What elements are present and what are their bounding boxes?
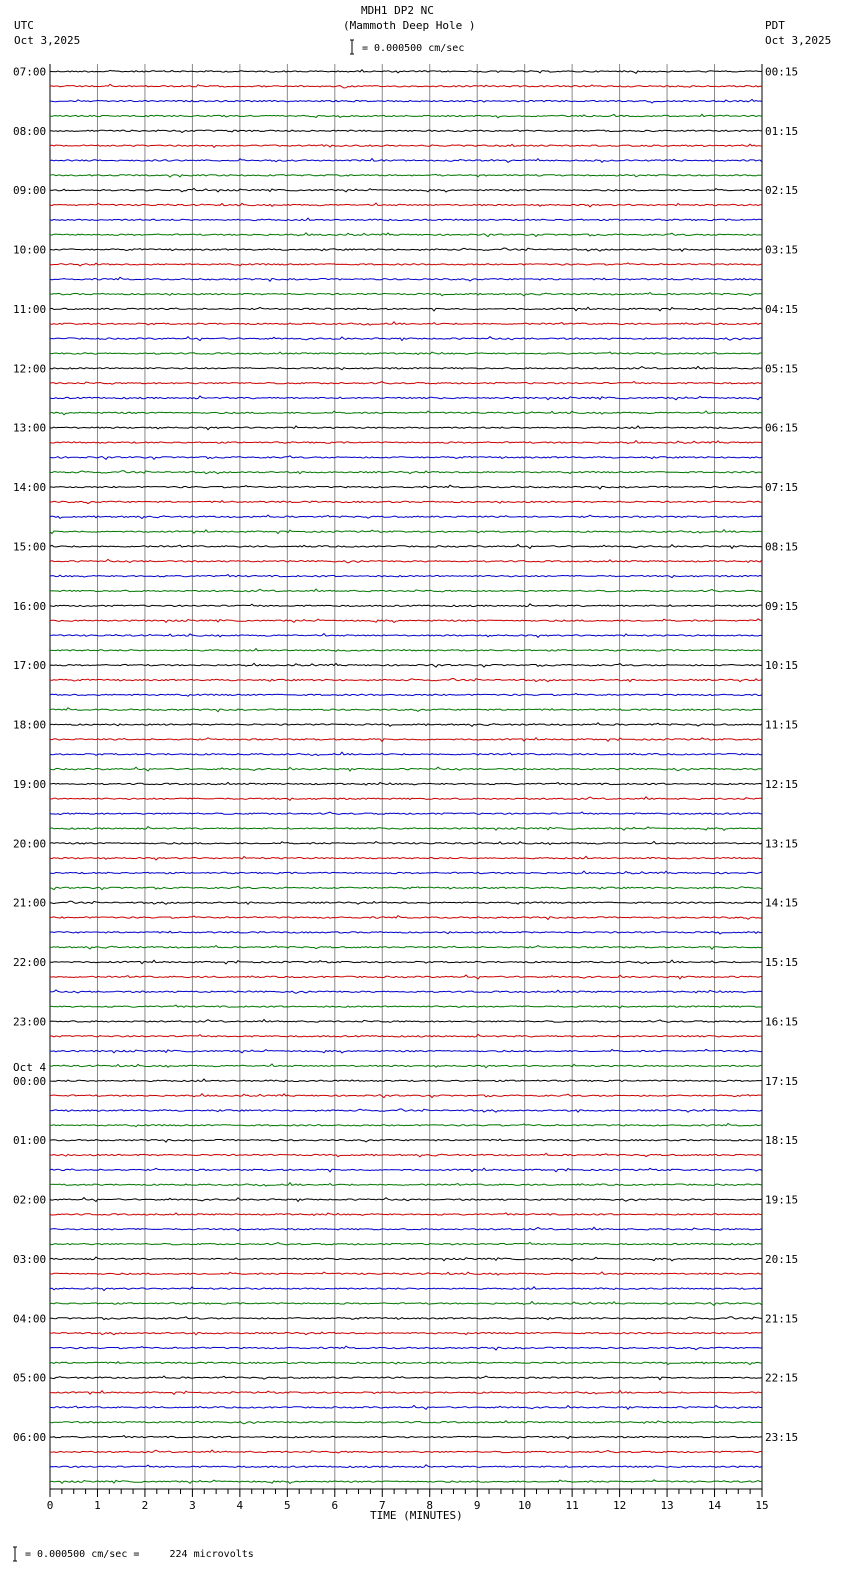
trace-91 (50, 1421, 762, 1424)
utc-hour-label: 18:00 (13, 718, 47, 732)
trace-41 (50, 679, 762, 682)
left-date: Oct 3,2025 (14, 34, 81, 47)
trace-16 (50, 307, 762, 311)
trace-27 (50, 471, 762, 474)
trace-77 (50, 1213, 762, 1216)
date-change-label: Oct 4 (13, 1060, 47, 1074)
x-tick-label: 13 (660, 1499, 674, 1512)
utc-hour-label: 05:00 (13, 1371, 47, 1385)
trace-94 (50, 1465, 762, 1468)
utc-hour-label: 07:00 (13, 65, 47, 79)
trace-18 (50, 337, 762, 341)
trace-35 (50, 589, 762, 592)
utc-hour-label: 11:00 (13, 302, 47, 316)
x-tick-label: 15 (755, 1499, 769, 1512)
trace-11 (50, 233, 762, 237)
trace-63 (50, 1005, 762, 1008)
trace-73 (50, 1153, 762, 1157)
x-tick-label: 14 (707, 1499, 722, 1512)
utc-hour-label: 14:00 (13, 481, 47, 495)
trace-37 (50, 619, 762, 623)
utc-hour-label: 22:00 (13, 956, 47, 970)
trace-43 (50, 708, 762, 712)
pdt-hour-label: 09:15 (765, 599, 799, 613)
trace-14 (50, 277, 762, 281)
trace-82 (50, 1287, 762, 1291)
trace-31 (50, 530, 762, 534)
trace-90 (50, 1405, 762, 1409)
trace-23 (50, 411, 762, 415)
pdt-hour-label: 05:15 (765, 362, 799, 376)
trace-64 (50, 1020, 762, 1023)
trace-76 (50, 1198, 762, 1202)
utc-hour-label: 13:00 (13, 421, 47, 435)
pdt-hour-label: 11:15 (765, 718, 799, 732)
utc-hour-label: 17:00 (13, 659, 47, 673)
trace-74 (50, 1168, 762, 1172)
x-tick-label: 4 (236, 1499, 244, 1512)
pdt-hour-label: 19:15 (765, 1193, 799, 1207)
trace-21 (50, 382, 762, 385)
x-tick-label: 6 (331, 1499, 339, 1512)
pdt-hour-label: 03:15 (765, 243, 799, 257)
trace-61 (50, 975, 762, 979)
utc-hour-label: 00:00 (13, 1074, 47, 1088)
trace-3 (50, 114, 762, 118)
trace-54 (50, 871, 762, 874)
trace-79 (50, 1242, 762, 1244)
trace-30 (50, 515, 762, 519)
trace-34 (50, 575, 762, 578)
pdt-hour-label: 08:15 (765, 540, 799, 554)
utc-hour-label: 03:00 (13, 1252, 47, 1266)
utc-hour-label: 02:00 (13, 1193, 47, 1207)
pdt-hour-label: 18:15 (765, 1134, 799, 1148)
pdt-hour-label: 13:15 (765, 837, 799, 851)
x-axis-label: TIME (MINUTES) (370, 1509, 463, 1522)
trace-36 (50, 604, 762, 607)
trace-8 (50, 188, 762, 192)
right-date: Oct 3,2025 (765, 34, 832, 47)
trace-46 (50, 752, 762, 755)
trace-38 (50, 634, 762, 638)
pdt-hour-label: 21:15 (765, 1312, 799, 1326)
utc-hour-label: 01:00 (13, 1134, 47, 1148)
trace-87 (50, 1362, 762, 1365)
trace-13 (50, 263, 762, 266)
station-title: MDH1 DP2 NC (361, 4, 434, 17)
trace-80 (50, 1257, 762, 1261)
trace-20 (50, 366, 762, 369)
utc-hour-label: 20:00 (13, 837, 47, 851)
utc-hour-label: 06:00 (13, 1431, 47, 1445)
pdt-hour-label: 10:15 (765, 659, 799, 673)
trace-22 (50, 396, 762, 400)
trace-72 (50, 1139, 762, 1142)
trace-45 (50, 738, 762, 742)
utc-hour-label: 12:00 (13, 362, 47, 376)
left-timezone: UTC (14, 19, 34, 32)
trace-58 (50, 931, 762, 934)
trace-6 (50, 159, 762, 163)
trace-81 (50, 1272, 762, 1275)
x-tick-label: 3 (189, 1499, 196, 1512)
trace-93 (50, 1450, 762, 1453)
trace-1 (50, 84, 762, 88)
pdt-hour-label: 04:15 (765, 302, 799, 316)
plot-grid (50, 64, 762, 1489)
trace-44 (50, 723, 762, 727)
trace-24 (50, 426, 762, 430)
trace-65 (50, 1034, 762, 1037)
pdt-hour-label: 14:15 (765, 896, 799, 910)
x-tick-label: 2 (141, 1499, 149, 1512)
trace-75 (50, 1183, 762, 1186)
trace-4 (50, 130, 762, 132)
trace-group (50, 70, 762, 1484)
trace-85 (50, 1332, 762, 1335)
x-tick-label: 9 (473, 1499, 481, 1512)
pdt-hour-label: 15:15 (765, 956, 799, 970)
trace-2 (50, 99, 762, 103)
trace-15 (50, 292, 762, 296)
x-tick-label: 8 (426, 1499, 434, 1512)
trace-49 (50, 797, 762, 801)
x-tick-label: 7 (378, 1499, 386, 1512)
trace-68 (50, 1079, 762, 1082)
right-timezone: PDT (765, 19, 785, 32)
trace-78 (50, 1227, 762, 1230)
utc-hour-label: 15:00 (13, 540, 47, 554)
trace-0 (50, 70, 762, 74)
scale-bar-footer (13, 1547, 17, 1561)
pdt-hour-label: 01:15 (765, 124, 799, 138)
trace-19 (50, 352, 762, 355)
trace-92 (50, 1436, 762, 1439)
trace-71 (50, 1123, 762, 1126)
x-tick-label: 5 (284, 1499, 291, 1512)
trace-29 (50, 501, 762, 504)
x-tick-label: 1 (94, 1499, 101, 1512)
utc-hour-label: 08:00 (13, 124, 47, 138)
trace-95 (50, 1480, 762, 1484)
trace-83 (50, 1302, 762, 1306)
trace-53 (50, 856, 762, 860)
trace-52 (50, 841, 762, 844)
trace-69 (50, 1094, 762, 1098)
trace-84 (50, 1317, 762, 1320)
pdt-hour-label: 06:15 (765, 421, 799, 435)
x-tick-label: 11 (565, 1499, 579, 1512)
pdt-hour-label: 00:15 (765, 65, 799, 79)
utc-hour-label: 10:00 (13, 243, 47, 257)
pdt-hour-label: 23:15 (765, 1431, 799, 1445)
trace-17 (50, 322, 762, 325)
trace-57 (50, 916, 762, 920)
trace-60 (50, 960, 762, 964)
utc-hour-label: 23:00 (13, 1015, 47, 1029)
trace-10 (50, 218, 762, 221)
scale-label: = 0.000500 cm/sec (362, 43, 465, 54)
trace-51 (50, 827, 762, 831)
trace-9 (50, 203, 762, 207)
utc-hour-label: 04:00 (13, 1312, 47, 1326)
trace-66 (50, 1049, 762, 1053)
trace-42 (50, 693, 762, 696)
trace-12 (50, 248, 762, 251)
pdt-hour-label: 22:15 (765, 1371, 799, 1385)
trace-55 (50, 886, 762, 889)
trace-5 (50, 144, 762, 147)
trace-59 (50, 946, 762, 950)
x-tick-label: 12 (612, 1499, 627, 1512)
x-tick-label: 10 (518, 1499, 532, 1512)
trace-47 (50, 767, 762, 771)
utc-hour-label: 09:00 (13, 184, 47, 198)
trace-33 (50, 559, 762, 563)
trace-25 (50, 441, 762, 444)
pdt-hour-label: 07:15 (765, 481, 799, 495)
trace-89 (50, 1391, 762, 1395)
trace-32 (50, 545, 762, 549)
pdt-hour-label: 12:15 (765, 777, 799, 791)
trace-88 (50, 1376, 762, 1380)
trace-40 (50, 663, 762, 667)
trace-56 (50, 901, 762, 904)
time-axis (47, 1489, 769, 1512)
trace-70 (50, 1109, 762, 1112)
footer-scale-note: = 0.000500 cm/sec = 224 microvolts (25, 1549, 254, 1560)
pdt-hour-label: 16:15 (765, 1015, 799, 1029)
trace-26 (50, 456, 762, 460)
utc-hour-label: 16:00 (13, 599, 47, 613)
pdt-hour-label: 17:15 (765, 1074, 799, 1088)
x-tick-label: 0 (46, 1499, 54, 1512)
pdt-hour-label: 02:15 (765, 184, 799, 198)
trace-48 (50, 782, 762, 785)
trace-50 (50, 812, 762, 815)
trace-86 (50, 1346, 762, 1350)
utc-hour-label: 21:00 (13, 896, 47, 910)
utc-hour-label: 19:00 (13, 777, 47, 791)
station-subtitle: (Mammoth Deep Hole ) (343, 19, 476, 32)
scale-bar-header (350, 40, 354, 54)
trace-7 (50, 174, 762, 177)
trace-28 (50, 485, 762, 489)
trace-39 (50, 649, 762, 652)
pdt-hour-label: 20:15 (765, 1252, 799, 1266)
trace-67 (50, 1064, 762, 1068)
trace-62 (50, 990, 762, 993)
